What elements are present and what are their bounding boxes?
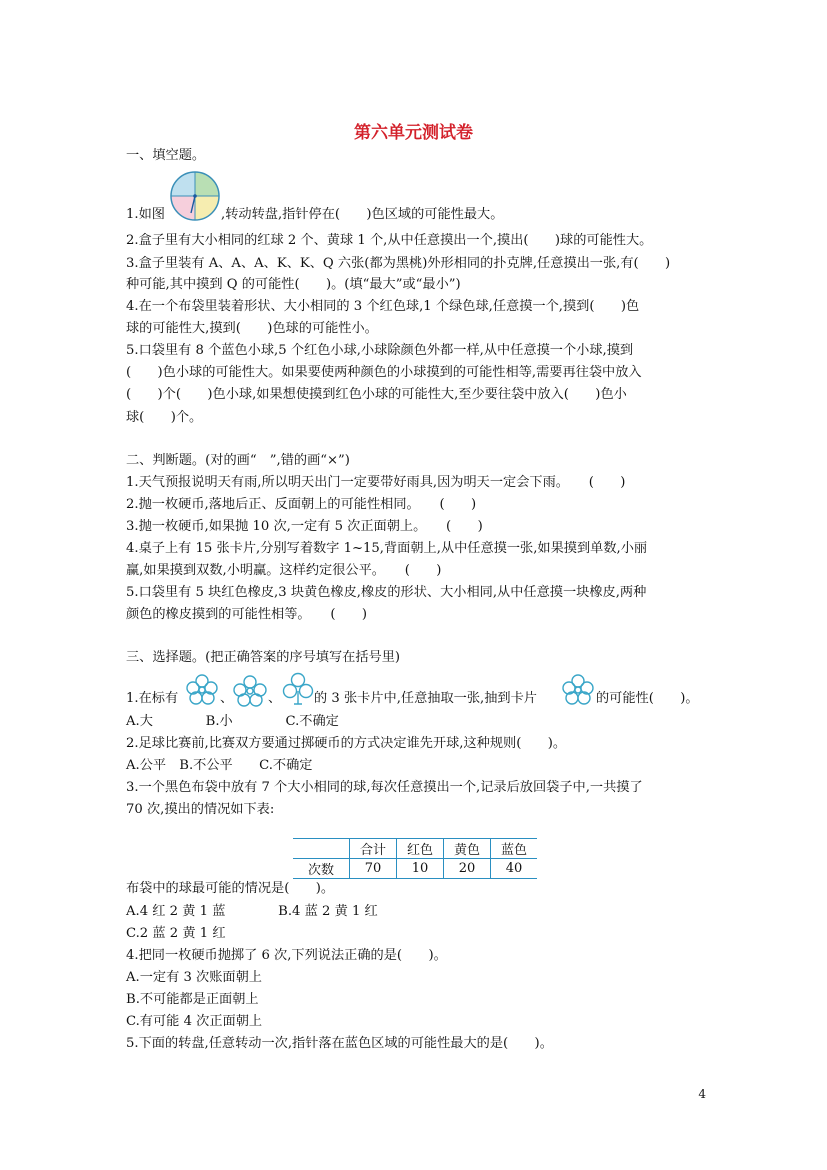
s2-q3: 3.抛一枚硬币,如果抛 10 次,一定有 5 次正面朝上。 ( ) xyxy=(126,519,483,534)
spinner-figure xyxy=(169,170,221,222)
s1-q4-line1: 4.在一个布袋里装着形状、大小相同的 3 个红色球,1 个绿色球,任意摸一个,摸到( )色 xyxy=(126,299,640,314)
s1-q2: 2.盒子里有大小相同的红球 2 个、黄球 1 个,从中任意摸出一个,摸出( )球的可能性大。 xyxy=(126,233,653,248)
s3-q3-line1: 3.一个黑色布袋中放有 7 个大小相同的球,每次任意摸出一个,记录后放回袋子中,一共摸了 xyxy=(126,780,643,795)
s1-q4-line2: 球的可能性大,摸到( )色球的可能性小。 xyxy=(126,321,378,336)
flower-card-icon-1 xyxy=(184,673,220,707)
club-card-icon xyxy=(280,671,316,707)
section1-heading: 一、填空题。 xyxy=(126,148,206,163)
s3-q3-question: 布袋中的球最可能的情况是( )。 xyxy=(126,881,335,896)
table-header-row xyxy=(293,839,537,859)
s3-q3-line2: 70 次,摸出的情况如下表: xyxy=(126,802,275,817)
table-header-cell xyxy=(293,839,350,859)
s1-q3-line2: 种可能,其中摸到 Q 的可能性( )。(填“最大”或“最小”) xyxy=(126,277,461,292)
s1-q5-line2: ( )色小球的可能性大。如果要使两种颜色的小球摸到的可能性相等,需要再往袋中放入 xyxy=(126,365,642,380)
table-cell: 次数 xyxy=(293,859,350,879)
table-header-cell: 红色 xyxy=(397,839,444,859)
s3-q4-option-c: C.有可能 4 次正面朝上 xyxy=(126,1014,263,1029)
s3-q4: 4.把同一枚硬币抛掷了 6 次,下列说法正确的是( )。 xyxy=(126,948,447,963)
s3-q3-options-ab: A.4 红 2 黄 1 蓝 B.4 蓝 2 黄 1 红 xyxy=(126,904,378,919)
table-header-cell: 蓝色 xyxy=(491,839,538,859)
section2-heading: 二、判断题。(对的画“ ”,错的画“×”) xyxy=(126,453,350,468)
s1-q3-line1: 3.盒子里装有 A、A、A、K、K、Q 六张(都为黑桃)外形相同的扑克牌,任意摸出一张,有( ) xyxy=(126,256,671,271)
s3-q1-options: A.大 B.小 C.不确定 xyxy=(126,714,339,729)
s2-q5-line1: 5.口袋里有 5 块红色橡皮,3 块黄色橡皮,橡皮的形状、大小相同,从中任意摸一块橡皮,两种 xyxy=(126,585,647,600)
s3-q2-options: A.公平 B.不公平 C.不确定 xyxy=(126,758,313,773)
s1-q5-line1: 5.口袋里有 8 个蓝色小球,5 个红色小球,小球除颜色外都一样,从中任意摸一个小球,摸到 xyxy=(126,343,634,358)
draw-results-table xyxy=(293,838,537,879)
table-cell: 40 xyxy=(491,859,538,879)
s3-q3-option-c: C.2 蓝 2 黄 1 红 xyxy=(126,926,226,941)
flower-card-icon-4 xyxy=(560,673,596,707)
s1-q5-line4: 球( )个。 xyxy=(126,410,203,425)
s1-q1-text: ,转动转盘,指针停在( )色区域的可能性最大。 xyxy=(221,207,504,222)
table-row xyxy=(293,859,537,879)
s1-q5-line3: ( )个( )色小球,如果想使摸到红色小球的可能性大,至少要往袋中放入( )色小 xyxy=(126,387,627,402)
s2-q4-line2: 赢,如果摸到双数,小明赢。这样约定很公平。 ( ) xyxy=(126,563,442,578)
table-header-cell: 黄色 xyxy=(444,839,491,859)
s3-q1-middle: 的 3 张卡片中,任意抽取一张,抽到卡片 xyxy=(314,691,537,706)
s3-q1-sep1: 、 xyxy=(220,691,234,706)
s2-q2: 2.抛一枚硬币,落地后正、反面朝上的可能性相同。 ( ) xyxy=(126,497,477,512)
s3-q1-prefix: 1.在标有 xyxy=(126,691,179,706)
s3-q1-sep2: 、 xyxy=(268,691,282,706)
s3-q2: 2.足球比赛前,比赛双方要通过掷硬币的方式决定谁先开球,这种规则( )。 xyxy=(126,736,567,751)
s3-q5: 5.下面的转盘,任意转动一次,指针落在蓝色区域的可能性最大的是( )。 xyxy=(126,1036,553,1051)
table-cell: 10 xyxy=(397,859,444,879)
table-header-cell: 合计 xyxy=(350,839,397,859)
page-title: 第六单元测试卷 xyxy=(354,123,473,143)
s3-q4-option-b: B.不可能都是正面朝上 xyxy=(126,992,259,1007)
table-cell: 70 xyxy=(350,859,397,879)
table-cell: 20 xyxy=(444,859,491,879)
s2-q4-line1: 4.桌子上有 15 张卡片,分别写着数字 1~15,背面朝上,从中任意摸一张,如果摸到单数,小丽 xyxy=(126,541,648,556)
page-number: 4 xyxy=(698,1087,706,1101)
section3-heading: 三、选择题。(把正确答案的序号填写在括号里) xyxy=(126,650,401,665)
s3-q4-option-a: A.一定有 3 次账面朝上 xyxy=(126,970,262,985)
flower-card-icon-2 xyxy=(232,675,268,707)
s2-q1: 1.天气预报说明天有雨,所以明天出门一定要带好雨具,因为明天一定会下雨。 ( ) xyxy=(126,475,626,490)
s3-q1-suffix: 的可能性( )。 xyxy=(596,691,699,706)
s2-q5-line2: 颜色的橡皮摸到的可能性相等。 ( ) xyxy=(126,607,368,622)
s1-q1-prefix: 1.如图 xyxy=(126,207,165,222)
